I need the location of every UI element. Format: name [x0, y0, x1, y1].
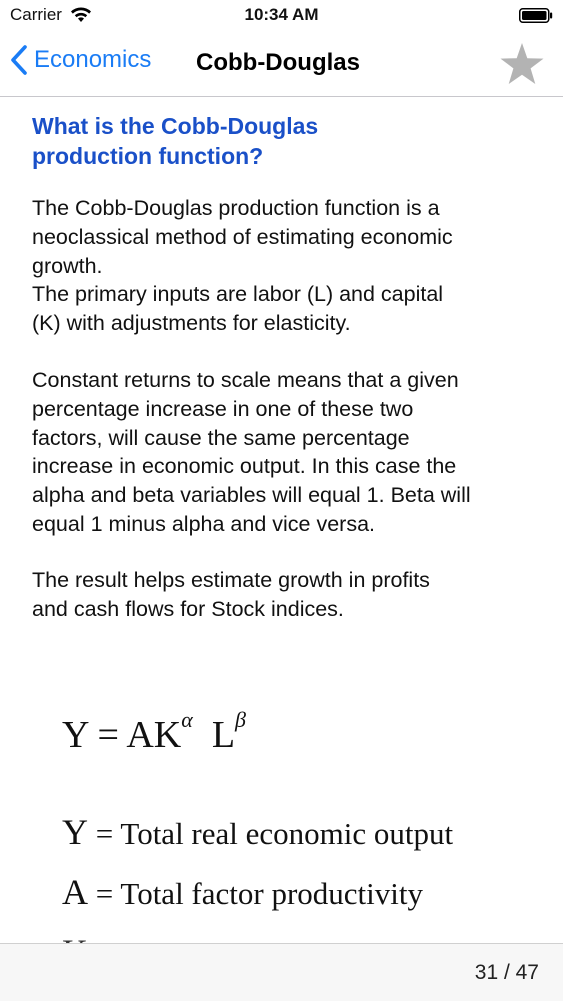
definition-row: [62, 871, 423, 913]
formula-alpha: α: [181, 707, 193, 732]
text-line: (K) with adjustments for elasticity.: [32, 311, 351, 336]
definition-text: = Total factor productivity: [95, 876, 423, 911]
page-indicator: 31 / 47: [474, 961, 539, 984]
carrier-label: Carrier: [10, 5, 62, 24]
text-line: growth.: [32, 253, 103, 278]
text-line: percentage increase in one of these two: [32, 396, 414, 421]
definition-symbol: Y: [62, 812, 88, 852]
text-line: Constant returns to scale means that a given: [32, 368, 459, 392]
paragraph-result: [32, 566, 537, 624]
text-line: The result helps estimate growth in profits: [32, 568, 430, 592]
text-line: neoclassical method of estimating economic: [32, 224, 453, 249]
article-content: [0, 97, 563, 943]
star-icon[interactable]: [499, 42, 545, 86]
text-line: increase in economic output. In this case the: [32, 454, 457, 479]
article-heading: [32, 111, 532, 171]
status-time: 10:34 AM: [244, 5, 319, 24]
back-button-label: Economics: [34, 46, 152, 73]
battery-icon: [519, 8, 553, 23]
text-line: alpha and beta variables will equal 1. Beta will: [32, 483, 471, 508]
paragraph-intro: [32, 194, 537, 338]
heading-line: What is the Cobb-Douglas: [32, 113, 319, 139]
text-line: equal 1 minus alpha and vice versa.: [32, 511, 376, 536]
cobb-douglas-formula: [62, 707, 247, 757]
text-line: and cash flows for Stock indices.: [32, 596, 344, 621]
bottom-toolbar: [0, 943, 563, 1001]
back-button[interactable]: [10, 44, 151, 76]
definition-symbol: A: [62, 872, 88, 912]
status-bar: [0, 0, 563, 32]
chevron-left-icon: [10, 44, 28, 76]
text-line: factors, will cause the same percentage: [32, 425, 410, 450]
text-line: The primary inputs are labor (L) and capital: [32, 282, 444, 307]
formula-lhs: Y = AK: [62, 714, 182, 756]
formula-labor: L: [211, 714, 236, 756]
paragraph-returns: [32, 366, 537, 539]
definition-row: [62, 811, 453, 853]
definition-text: = Total real economic output: [95, 816, 454, 851]
text-line: The Cobb-Douglas production function is a: [32, 196, 440, 220]
heading-line: production function?: [32, 143, 264, 169]
formula-beta: β: [235, 707, 247, 732]
navigation-bar: [0, 32, 563, 97]
page-title: Cobb-Douglas: [196, 49, 360, 76]
